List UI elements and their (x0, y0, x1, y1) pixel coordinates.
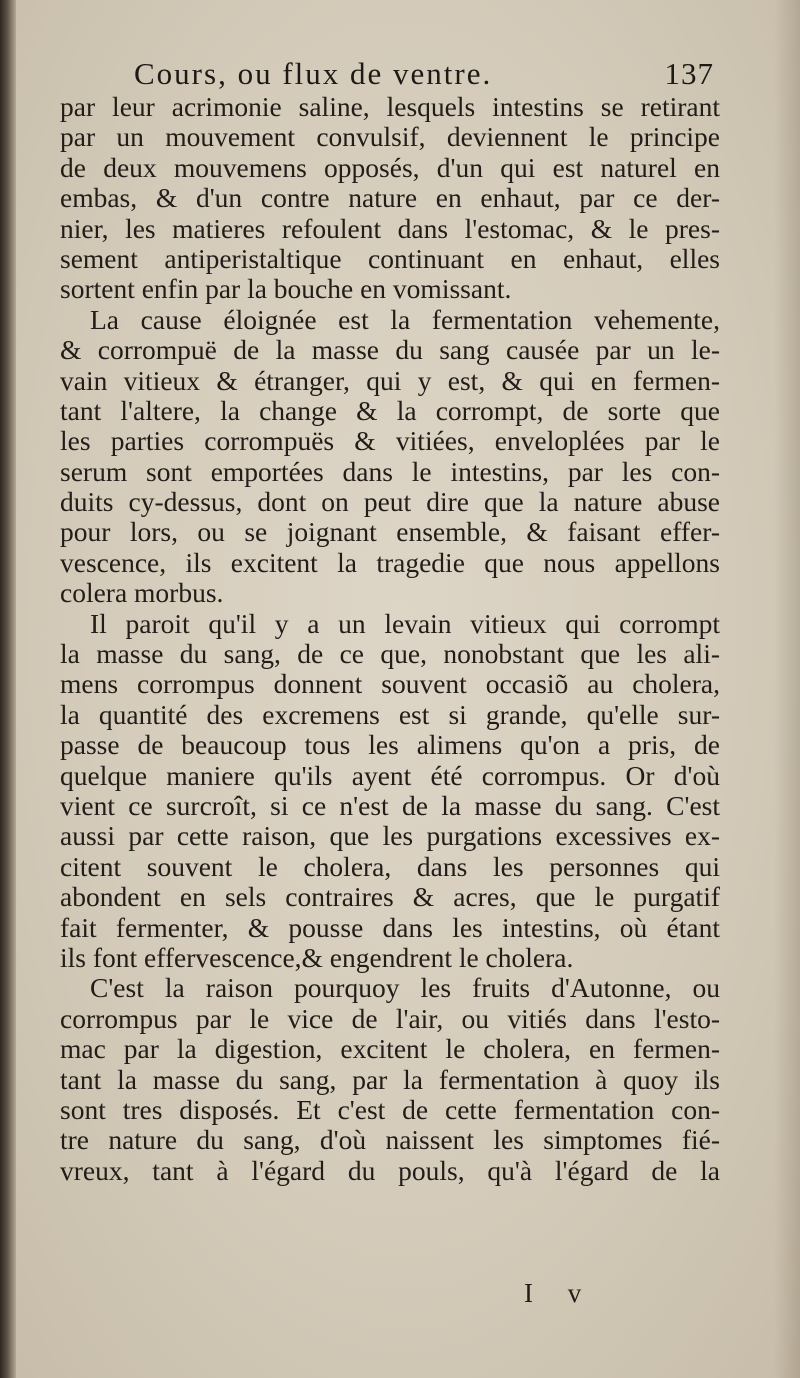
text-line: pour lors, ou se joignant ensemble, & faisant effer- (60, 517, 720, 548)
text-line: colera morbus. (60, 578, 224, 609)
text-line: de deux mouvemens opposés, d'un qui est naturel en (60, 152, 720, 183)
text-line: mac par la digestion, excitent le cholera, en fermen- (60, 1034, 720, 1065)
page-edge-shadow (774, 0, 800, 1378)
text-line: corrompus par le vice de l'air, ou vitiés dans l'esto- (60, 1003, 720, 1034)
text-line: serum sont emportées dans le intestins, par les con- (60, 456, 720, 487)
text-line: vescence, ils excitent la tragedie que nous appellons (60, 547, 720, 578)
text-line: passe de beaucoup tous les alimens qu'on a pris, de (60, 730, 720, 761)
text-line: vreux, tant à l'égard du pouls, qu'à l'égard de la (60, 1155, 720, 1186)
text-line: aussi par cette raison, que les purgations excessives ex- (60, 821, 720, 852)
text-line: tre nature du sang, d'où naissent les simptomes fié- (60, 1125, 720, 1156)
body-text (60, 92, 720, 1186)
text-line: quelque maniere qu'ils ayent été corrompus. Or d'où (60, 760, 720, 791)
text-line: citent souvent le cholera, dans les personnes qui (60, 851, 720, 882)
text-line: mens corrompus donnent souvent occasiõ au cholera, (60, 669, 720, 700)
running-title: Cours, ou flux de ventre. (134, 56, 493, 91)
text-line: & corrompuë de la masse du sang causée par un le- (60, 335, 720, 366)
text-line: duits cy-dessus, dont on peut dire que la nature abuse (60, 487, 720, 518)
text-line: par leur acrimonie saline, lesquels intestins se retirant (60, 92, 720, 122)
text-line: par un mouvement convulsif, deviennent le principe (60, 122, 720, 153)
text-line: vient ce surcroît, si ce n'est de la masse du sang. C'est (60, 790, 720, 821)
text-line: C'est la raison pourquoy les fruits d'Autonne, ou (90, 973, 720, 1004)
text-line: la quantité des excremens est si grande, qu'elle sur- (60, 699, 720, 730)
text-line: fait fermenter, & pousse dans les intestins, où étant (60, 912, 720, 943)
text-line: sortent enfin par la bouche en vomissant. (60, 274, 512, 305)
book-binding-edge (0, 0, 16, 1378)
text-line: sont tres disposés. Et c'est de cette fermentation con- (60, 1094, 720, 1125)
page-number: 137 (664, 56, 714, 91)
text-line: tant l'altere, la change & la corrompt, de sorte que (60, 395, 720, 426)
page-header (134, 56, 714, 96)
signature-mark: I v (524, 1278, 596, 1308)
text-line: abondent en sels contraires & acres, que le purgatif (60, 882, 720, 913)
text-line: vain vitieux & étranger, qui y est, & qui en fermen- (60, 365, 720, 396)
text-line: sement antiperistaltique continuant en enhaut, elles (60, 243, 720, 274)
text-line: la masse du sang, de ce que, nonobstant que les ali- (60, 639, 720, 670)
text-line: tant la masse du sang, par la fermentation à quoy ils (60, 1064, 720, 1095)
text-line: embas, & d'un contre nature en enhaut, par ce der- (60, 183, 720, 214)
text-line: La cause éloignée est la fermentation vehemente, (90, 304, 720, 335)
text-line: ils font effervescence,& engendrent le cholera. (60, 942, 574, 973)
text-line: les parties corrompuës & vitiées, enveloplées par le (60, 426, 720, 457)
text-line: nier, les matieres refoulent dans l'estomac, & le pres- (60, 213, 720, 244)
text-line: Il paroit qu'il y a un levain vitieux qui corrompt (90, 608, 720, 639)
